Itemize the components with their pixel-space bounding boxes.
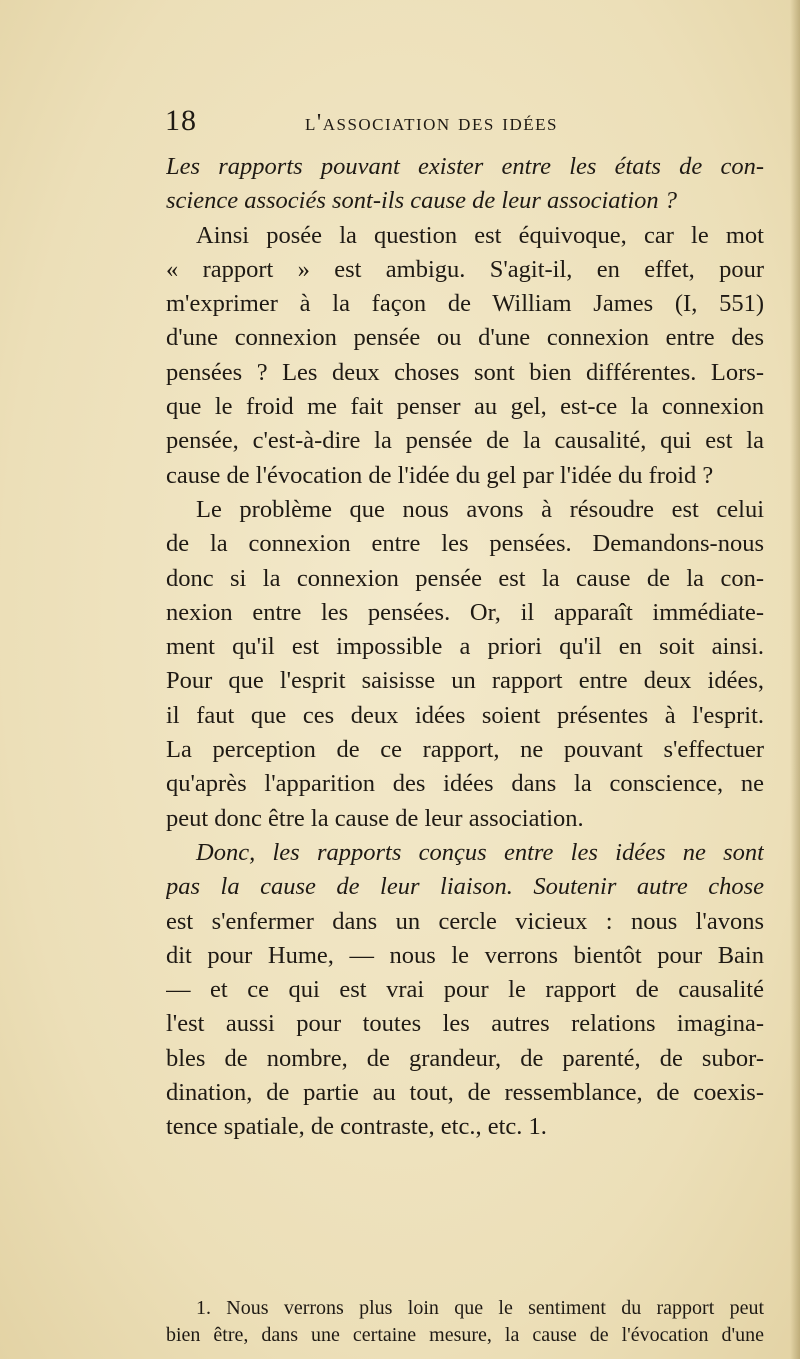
text-line: « rapport » est ambigu. S'agit-il, en effet, pour: [166, 255, 764, 283]
text-line: pensée, c'est-à-dire la pensée de la causalité, qui est la: [166, 427, 764, 455]
text-line: d'une connexion pensée ou d'une connexion entre des: [166, 324, 764, 352]
text-line: qu'après l'apparition des idées dans la conscience, ne: [166, 770, 764, 798]
text-line: l'est aussi pour toutes les autres relations imagina-: [166, 1010, 764, 1038]
text-line: que le froid me fait penser au gel, est-ce la connexion: [166, 393, 764, 421]
running-title: l'association des idées: [305, 110, 558, 136]
text-line: dit pour Hume, — nous le verrons bientôt pour Bain: [166, 941, 764, 969]
text-line: science associés sont-ils cause de leur association ?: [166, 187, 678, 215]
text-line: cause de l'évocation de l'idée du gel par l'idée du froid ?: [166, 461, 714, 489]
footnotes: [166, 1295, 764, 1349]
text-line: La perception de ce rapport, ne pouvant s'effectuer: [166, 736, 764, 764]
text-line: ment qu'il est impossible a priori qu'il en soit ainsi.: [166, 633, 764, 661]
text-line: il faut que ces deux idées soient présentes à l'esprit.: [166, 701, 764, 729]
text-line: m'exprimer à la façon de William James (I, 551): [166, 290, 764, 318]
body-text: [166, 150, 764, 1145]
text-line: Ainsi posée la question est équivoque, car le mot: [196, 221, 764, 249]
footnote-line: 1. Nous verrons plus loin que le sentiment du rapport peut: [196, 1297, 764, 1319]
page-number: 18: [165, 104, 197, 137]
text-line: est s'enfermer dans un cercle vicieux : nous l'avons: [166, 907, 764, 935]
text-line: de la connexion entre les pensées. Demandons-nous: [166, 530, 764, 558]
text-line: Le problème que nous avons à résoudre est celui: [196, 495, 764, 523]
text-line: pensées ? Les deux choses sont bien différentes. Lors-: [166, 358, 764, 386]
page-edge: [790, 0, 800, 1359]
text-line: bles de nombre, de grandeur, de parenté, de subor-: [166, 1044, 764, 1072]
text-line: Les rapports pouvant exister entre les états de con-: [166, 153, 764, 180]
text-line: nexion entre les pensées. Or, il apparaît immédiate-: [166, 598, 764, 626]
text-line: Pour que l'esprit saisisse un rapport entre deux idées,: [166, 667, 764, 695]
text-line: Donc, les rapports conçus entre les idées ne sont: [196, 838, 764, 866]
footnote-line: bien être, dans une certaine mesure, la cause de l'évocation d'une: [166, 1324, 764, 1346]
text-line: dination, de partie au tout, de ressemblance, de coexis-: [166, 1079, 764, 1107]
text-line: pas la cause de leur liaison. Soutenir autre chose: [166, 873, 764, 901]
text-line: tence spatiale, de contraste, etc., etc. 1.: [166, 1113, 547, 1141]
text-line: donc si la connexion pensée est la cause de la con-: [166, 564, 764, 592]
text-line: peut donc être la cause de leur association.: [166, 804, 584, 832]
text-line: — et ce qui est vrai pour le rapport de causalité: [166, 976, 764, 1004]
